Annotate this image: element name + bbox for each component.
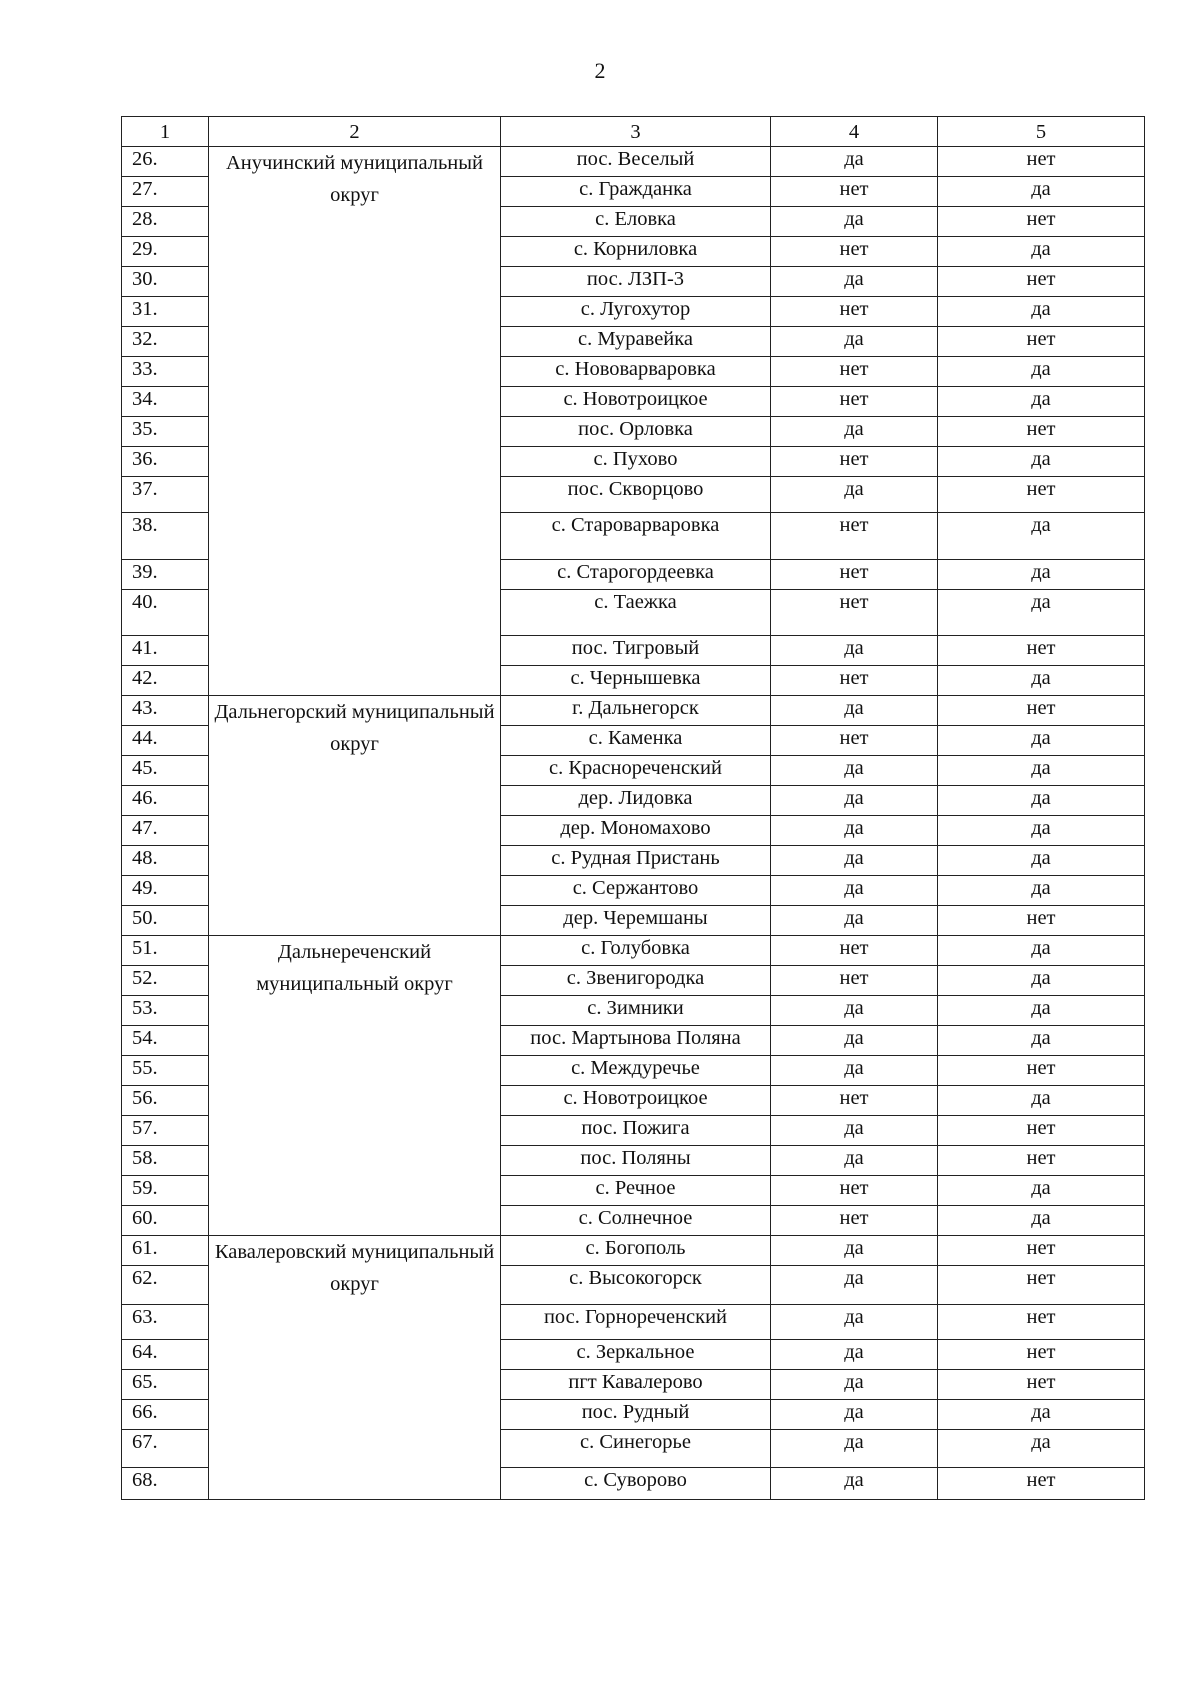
column-5-value: нет <box>938 696 1145 726</box>
row-number: 51. <box>122 936 209 966</box>
column-5-value: да <box>938 876 1145 906</box>
column-4-value: да <box>771 1468 938 1500</box>
column-4-value: да <box>771 906 938 936</box>
settlement-name: с. Зеркальное <box>501 1340 771 1370</box>
settlement-name: с. Звенигородка <box>501 966 771 996</box>
column-4-value: да <box>771 1370 938 1400</box>
column-5-value: да <box>938 560 1145 590</box>
row-number: 41. <box>122 636 209 666</box>
column-5-value: да <box>938 177 1145 207</box>
column-4-value: нет <box>771 177 938 207</box>
row-number: 59. <box>122 1176 209 1206</box>
settlement-name: с. Богополь <box>501 1236 771 1266</box>
column-5-value: да <box>938 936 1145 966</box>
table-row <box>122 696 1145 726</box>
column-5-value: нет <box>938 207 1145 237</box>
row-number: 46. <box>122 786 209 816</box>
settlement-name: с. Каменка <box>501 726 771 756</box>
column-5-value: да <box>938 297 1145 327</box>
column-4-value: да <box>771 327 938 357</box>
settlement-name: с. Лугохутор <box>501 297 771 327</box>
column-4-value: да <box>771 636 938 666</box>
settlement-name: г. Дальнегорск <box>501 696 771 726</box>
row-number: 54. <box>122 1026 209 1056</box>
column-5-value: нет <box>938 1146 1145 1176</box>
settlement-name: с. Муравейка <box>501 327 771 357</box>
settlements-table <box>121 116 1145 1500</box>
district-name: Дальнереченский муниципальный округ <box>209 936 501 1236</box>
settlement-name: пос. Поляны <box>501 1146 771 1176</box>
settlement-name: с. Чернышевка <box>501 666 771 696</box>
row-number: 63. <box>122 1305 209 1340</box>
column-5-value: нет <box>938 1116 1145 1146</box>
row-number: 44. <box>122 726 209 756</box>
column-5-value: да <box>938 357 1145 387</box>
column-4-value: да <box>771 1305 938 1340</box>
column-4-value: да <box>771 1400 938 1430</box>
column-4-value: да <box>771 1116 938 1146</box>
column-4-value: да <box>771 1056 938 1086</box>
row-number: 34. <box>122 387 209 417</box>
settlement-name: пос. Орловка <box>501 417 771 447</box>
row-number: 62. <box>122 1266 209 1305</box>
row-number: 66. <box>122 1400 209 1430</box>
row-number: 64. <box>122 1340 209 1370</box>
header-cell: 1 <box>122 117 209 147</box>
header-cell: 3 <box>501 117 771 147</box>
row-number: 30. <box>122 267 209 297</box>
settlement-name: пос. ЛЗП-3 <box>501 267 771 297</box>
column-5-value: да <box>938 666 1145 696</box>
column-5-value: да <box>938 1400 1145 1430</box>
column-4-value: нет <box>771 387 938 417</box>
settlement-name: пос. Мартынова Поляна <box>501 1026 771 1056</box>
column-5-value: нет <box>938 1056 1145 1086</box>
column-5-value: нет <box>938 906 1145 936</box>
row-number: 48. <box>122 846 209 876</box>
column-5-value: да <box>938 1430 1145 1468</box>
column-5-value: нет <box>938 327 1145 357</box>
district-name: Кавалеровский муниципальный округ <box>209 1236 501 1500</box>
column-5-value: да <box>938 387 1145 417</box>
settlement-name: дер. Лидовка <box>501 786 771 816</box>
settlement-name: с. Зимники <box>501 996 771 1026</box>
settlement-name: с. Нововарваровка <box>501 357 771 387</box>
column-5-value: да <box>938 590 1145 636</box>
settlement-name: с. Старогордеевка <box>501 560 771 590</box>
column-5-value: да <box>938 513 1145 560</box>
column-4-value: нет <box>771 1086 938 1116</box>
column-5-value: нет <box>938 267 1145 297</box>
column-4-value: нет <box>771 936 938 966</box>
table-row <box>122 147 1145 177</box>
settlement-name: пос. Пожига <box>501 1116 771 1146</box>
column-5-value: да <box>938 996 1145 1026</box>
column-4-value: да <box>771 1340 938 1370</box>
row-number: 67. <box>122 1430 209 1468</box>
column-5-value: нет <box>938 1236 1145 1266</box>
column-4-value: да <box>771 786 938 816</box>
column-4-value: да <box>771 756 938 786</box>
row-number: 49. <box>122 876 209 906</box>
column-5-value: да <box>938 1026 1145 1056</box>
row-number: 35. <box>122 417 209 447</box>
column-5-value: да <box>938 756 1145 786</box>
column-5-value: нет <box>938 417 1145 447</box>
row-number: 27. <box>122 177 209 207</box>
column-4-value: нет <box>771 237 938 267</box>
settlement-name: пос. Веселый <box>501 147 771 177</box>
column-4-value: нет <box>771 560 938 590</box>
column-5-value: да <box>938 1176 1145 1206</box>
settlement-name: с. Сержантово <box>501 876 771 906</box>
column-4-value: нет <box>771 1176 938 1206</box>
column-4-value: да <box>771 696 938 726</box>
settlement-name: с. Корниловка <box>501 237 771 267</box>
row-number: 26. <box>122 147 209 177</box>
column-4-value: да <box>771 1266 938 1305</box>
column-4-value: нет <box>771 447 938 477</box>
column-4-value: да <box>771 1236 938 1266</box>
settlement-name: с. Высокогорск <box>501 1266 771 1305</box>
settlement-name: с. Пухово <box>501 447 771 477</box>
row-number: 40. <box>122 590 209 636</box>
row-number: 52. <box>122 966 209 996</box>
settlement-name: пос. Горнореченский <box>501 1305 771 1340</box>
settlement-name: с. Рудная Пристань <box>501 846 771 876</box>
settlement-name: с. Еловка <box>501 207 771 237</box>
row-number: 56. <box>122 1086 209 1116</box>
header-row <box>122 117 1145 147</box>
header-cell: 2 <box>209 117 501 147</box>
column-5-value: да <box>938 1206 1145 1236</box>
settlement-name: с. Новотроицкое <box>501 1086 771 1116</box>
settlement-name: с. Таежка <box>501 590 771 636</box>
settlement-name: с. Гражданка <box>501 177 771 207</box>
settlement-name: дер. Мономахово <box>501 816 771 846</box>
column-5-value: да <box>938 447 1145 477</box>
column-4-value: да <box>771 267 938 297</box>
column-4-value: нет <box>771 590 938 636</box>
row-number: 53. <box>122 996 209 1026</box>
row-number: 50. <box>122 906 209 936</box>
settlement-name: с. Краснореченский <box>501 756 771 786</box>
settlement-name: с. Синегорье <box>501 1430 771 1468</box>
column-5-value: да <box>938 1086 1145 1116</box>
column-5-value: да <box>938 726 1145 756</box>
row-number: 55. <box>122 1056 209 1086</box>
table-row <box>122 1236 1145 1266</box>
row-number: 61. <box>122 1236 209 1266</box>
settlement-name: с. Междуречье <box>501 1056 771 1086</box>
row-number: 37. <box>122 477 209 513</box>
column-4-value: да <box>771 1430 938 1468</box>
column-4-value: да <box>771 1146 938 1176</box>
table-row <box>122 936 1145 966</box>
settlement-name: с. Голубовка <box>501 936 771 966</box>
column-5-value: нет <box>938 1370 1145 1400</box>
column-4-value: нет <box>771 966 938 996</box>
column-5-value: нет <box>938 1266 1145 1305</box>
row-number: 45. <box>122 756 209 786</box>
column-4-value: нет <box>771 357 938 387</box>
row-number: 32. <box>122 327 209 357</box>
column-4-value: нет <box>771 297 938 327</box>
column-4-value: нет <box>771 666 938 696</box>
column-5-value: нет <box>938 1468 1145 1500</box>
district-name: Дальнегорский муниципальный округ <box>209 696 501 936</box>
row-number: 57. <box>122 1116 209 1146</box>
district-name: Анучинский муниципальный округ <box>209 147 501 696</box>
row-number: 43. <box>122 696 209 726</box>
column-4-value: да <box>771 1026 938 1056</box>
row-number: 68. <box>122 1468 209 1500</box>
row-number: 42. <box>122 666 209 696</box>
column-4-value: нет <box>771 1206 938 1236</box>
row-number: 60. <box>122 1206 209 1236</box>
column-5-value: нет <box>938 1305 1145 1340</box>
column-4-value: нет <box>771 726 938 756</box>
column-4-value: да <box>771 996 938 1026</box>
settlement-name: с. Речное <box>501 1176 771 1206</box>
column-5-value: да <box>938 816 1145 846</box>
row-number: 33. <box>122 357 209 387</box>
row-number: 39. <box>122 560 209 590</box>
column-4-value: да <box>771 207 938 237</box>
column-5-value: да <box>938 846 1145 876</box>
settlement-name: пос. Тигровый <box>501 636 771 666</box>
settlement-name: с. Суворово <box>501 1468 771 1500</box>
column-4-value: нет <box>771 513 938 560</box>
header-cell: 4 <box>771 117 938 147</box>
settlement-name: дер. Черемшаны <box>501 906 771 936</box>
row-number: 31. <box>122 297 209 327</box>
header-cell: 5 <box>938 117 1145 147</box>
settlement-name: пос. Скворцово <box>501 477 771 513</box>
row-number: 29. <box>122 237 209 267</box>
settlement-name: с. Солнечное <box>501 1206 771 1236</box>
column-4-value: да <box>771 846 938 876</box>
row-number: 47. <box>122 816 209 846</box>
settlement-name: пгт Кавалерово <box>501 1370 771 1400</box>
column-5-value: нет <box>938 1340 1145 1370</box>
settlement-name: с. Староварваровка <box>501 513 771 560</box>
settlement-name: пос. Рудный <box>501 1400 771 1430</box>
settlement-name: с. Новотроицкое <box>501 387 771 417</box>
column-5-value: нет <box>938 636 1145 666</box>
column-4-value: да <box>771 147 938 177</box>
page-number: 2 <box>594 58 606 83</box>
column-4-value: да <box>771 876 938 906</box>
column-5-value: нет <box>938 477 1145 513</box>
column-4-value: да <box>771 417 938 447</box>
column-5-value: нет <box>938 147 1145 177</box>
row-number: 38. <box>122 513 209 560</box>
column-5-value: да <box>938 237 1145 267</box>
column-4-value: да <box>771 816 938 846</box>
row-number: 65. <box>122 1370 209 1400</box>
column-5-value: да <box>938 786 1145 816</box>
row-number: 58. <box>122 1146 209 1176</box>
column-5-value: да <box>938 966 1145 996</box>
table-body <box>122 117 1145 1500</box>
row-number: 36. <box>122 447 209 477</box>
column-4-value: да <box>771 477 938 513</box>
row-number: 28. <box>122 207 209 237</box>
